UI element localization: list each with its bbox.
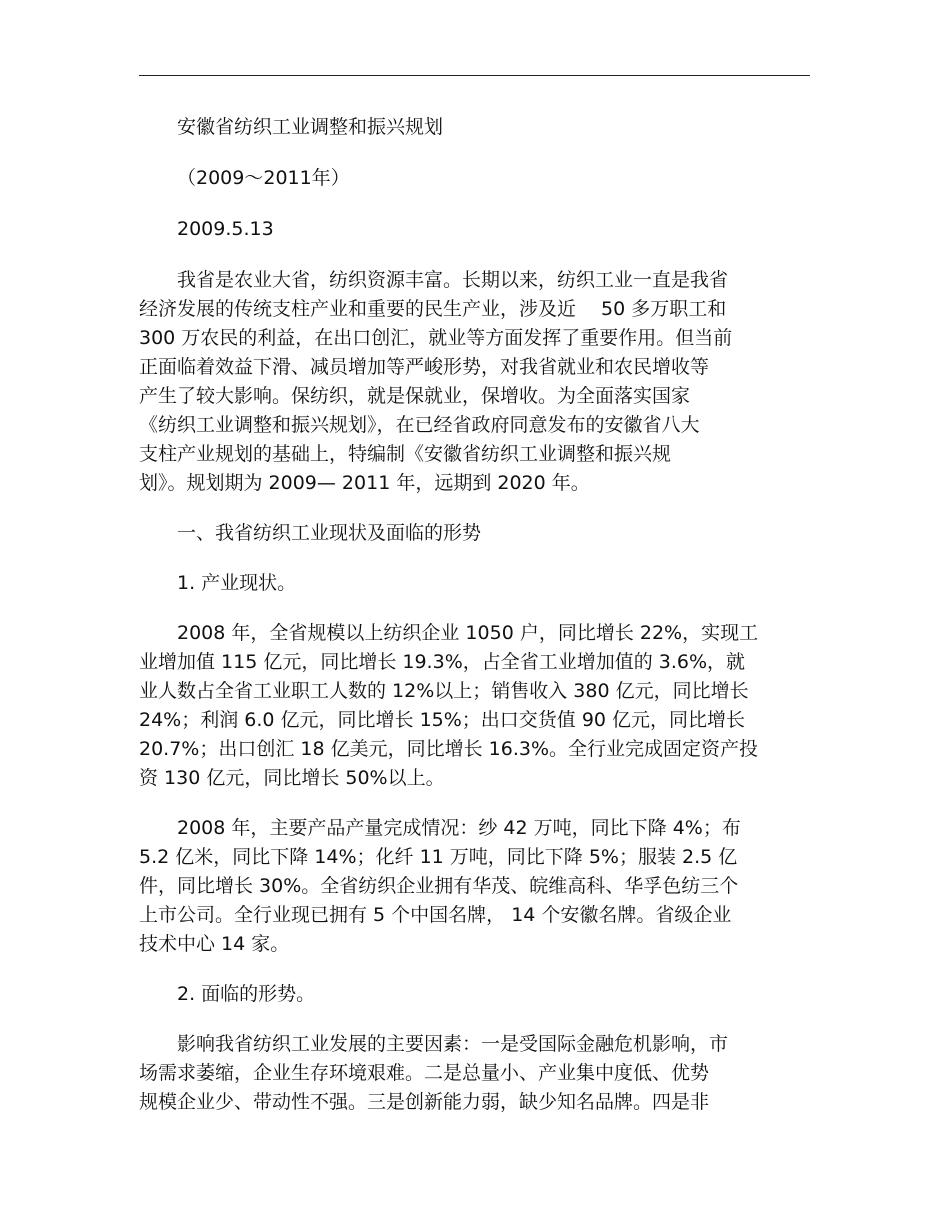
intro-line: 产生了较大影响。保纺织，就是保就业，保增收。为全面落实国家 — [139, 385, 691, 407]
challenge-line: 规模企业少、带动性不强。三是创新能力弱，缺少知名品牌。四是非 — [139, 1091, 710, 1113]
intro-line: 支柱产业规划的基础上，特编制《安徽省纺织工业调整和振兴规 — [139, 443, 672, 465]
challenge-paragraph — [139, 1030, 804, 1117]
intro-line: 300 万农民的利益，在出口创汇，就业等方面发挥了重要作用。但当前 — [139, 327, 733, 349]
challenge-line: 影响我省纺织工业发展的主要因素：一是受国际金融危机影响，市 — [177, 1033, 729, 1055]
header-rule — [139, 75, 810, 76]
status-line: 业增加值 115 亿元，同比增长 19.3%，占全省工业增加值的 3.6%，就 — [139, 651, 746, 673]
output-line: 上市公司。全行业现已拥有 5 个中国名牌， 14 个安徽名牌。省级企业 — [139, 904, 732, 926]
document-date: 2009.5.13 — [177, 218, 274, 240]
status-line: 2008 年，全省规模以上纺织企业 1050 户，同比增长 22%，实现工 — [177, 622, 759, 644]
document-period: （2009～2011年） — [177, 167, 350, 189]
intro-line: 我省是农业大省，纺织资源丰富。长期以来，纺织工业一直是我省 — [177, 269, 729, 291]
output-line: 件，同比增长 30%。全省纺织企业拥有华茂、皖维高科、华孚色纺三个 — [139, 875, 739, 897]
output-line: 技术中心 14 家。 — [139, 933, 290, 955]
subheading-industry-status: 1. 产业现状。 — [177, 572, 297, 594]
status-line: 20.7%；出口创汇 18 亿美元，同比增长 16.3%。全行业完成固定资产投 — [139, 738, 759, 760]
status-line: 业人数占全省工业职工人数的 12%以上；销售收入 380 亿元，同比增长 — [139, 680, 749, 702]
status-line: 资 130 亿元，同比增长 50%以上。 — [139, 767, 445, 789]
section-heading: 一、我省纺织工业现状及面临的形势 — [177, 522, 482, 544]
status-paragraph-1 — [139, 619, 804, 793]
intro-line: 《纺织工业调整和振兴规划》，在已经省政府同意发布的安徽省八大 — [139, 414, 700, 436]
challenge-line: 场需求萎缩，企业生存环境艰难。二是总量小、产业集中度低、优势 — [139, 1062, 710, 1084]
document-title: 安徽省纺织工业调整和振兴规划 — [177, 116, 444, 138]
status-paragraph-2 — [139, 814, 804, 959]
status-line: 24%；利润 6.0 亿元，同比增长 15%；出口交货值 90 亿元，同比增长 — [139, 709, 746, 731]
intro-line: 划》。规划期为 2009— 2011 年，远期到 2020 年。 — [139, 472, 590, 494]
intro-line: 正面临着效益下滑、减员增加等严峻形势，对我省就业和农民增收等 — [139, 356, 710, 378]
output-line: 2008 年，主要产品产量完成情况：纱 42 万吨，同比下降 4%；布 — [177, 817, 741, 839]
subheading-situation: 2. 面临的形势。 — [177, 983, 316, 1005]
intro-paragraph — [139, 266, 804, 498]
output-line: 5.2 亿米，同比下降 14%；化纤 11 万吨，同比下降 5%；服装 2.5 亿 — [139, 846, 738, 868]
document-body — [139, 113, 804, 1117]
intro-line: 经济发展的传统支柱产业和重要的民生产业，涉及近 50 多万职工和 — [139, 298, 727, 320]
